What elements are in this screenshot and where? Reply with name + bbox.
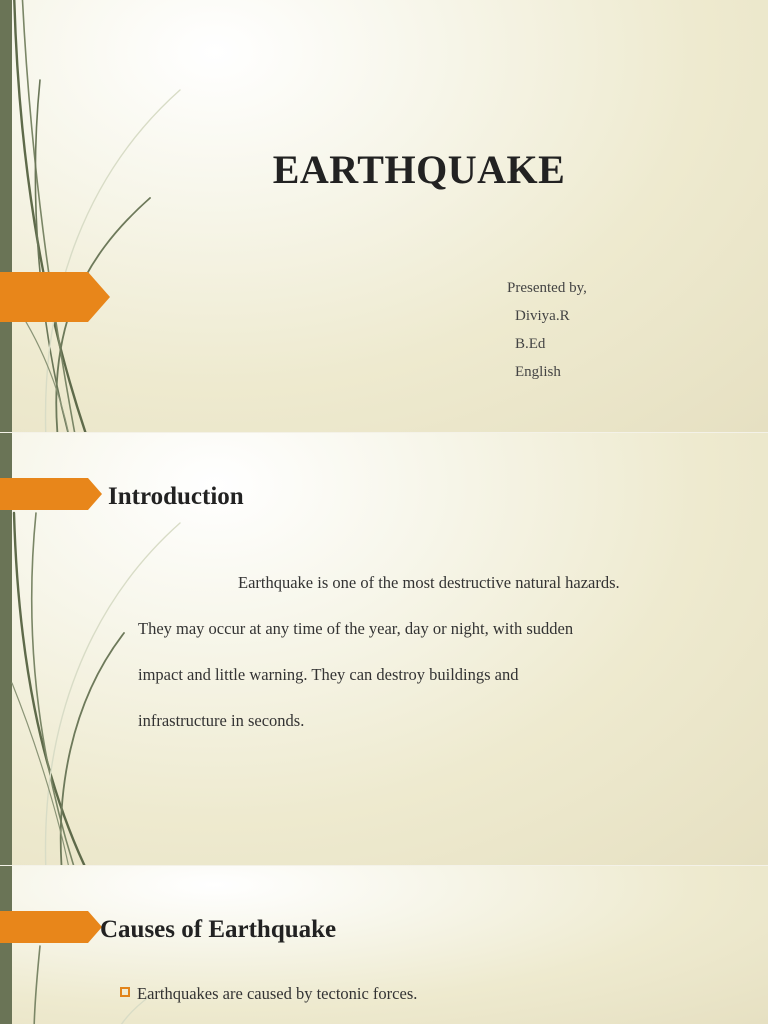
presenter-degree: B.Ed (515, 336, 546, 352)
presenter-info (507, 277, 587, 389)
title-slide (0, 0, 768, 432)
paragraph-line: impact and little warning. They can destroy buildings and (138, 665, 519, 684)
presenter-label: Presented by, (507, 280, 587, 296)
introduction-paragraph (138, 560, 718, 744)
presenter-name: Diviya.R (515, 308, 570, 324)
paragraph-line: infrastructure in seconds. (138, 711, 305, 730)
bullet-item (120, 984, 417, 1004)
introduction-slide (0, 433, 768, 865)
orange-arrow-banner-icon (0, 478, 102, 510)
orange-arrow-banner-icon (0, 272, 110, 322)
causes-slide (0, 866, 768, 1024)
decorative-swirl-icon (0, 0, 220, 432)
paragraph-line: They may occur at any time of the year, day or night, with sudden (138, 619, 574, 638)
section-heading: Introduction (108, 483, 244, 510)
section-heading: Causes of Earthquake (100, 916, 337, 943)
bullet-text: Earthquakes are caused by tectonic forces. (137, 984, 418, 1003)
slide-title: EARTHQUAKE (272, 147, 566, 192)
paragraph-line: Earthquake is one of the most destructive natural hazards. (238, 573, 620, 592)
orange-arrow-banner-icon (0, 911, 102, 943)
presenter-subject: English (515, 364, 561, 380)
hollow-square-bullet-icon (120, 987, 130, 997)
